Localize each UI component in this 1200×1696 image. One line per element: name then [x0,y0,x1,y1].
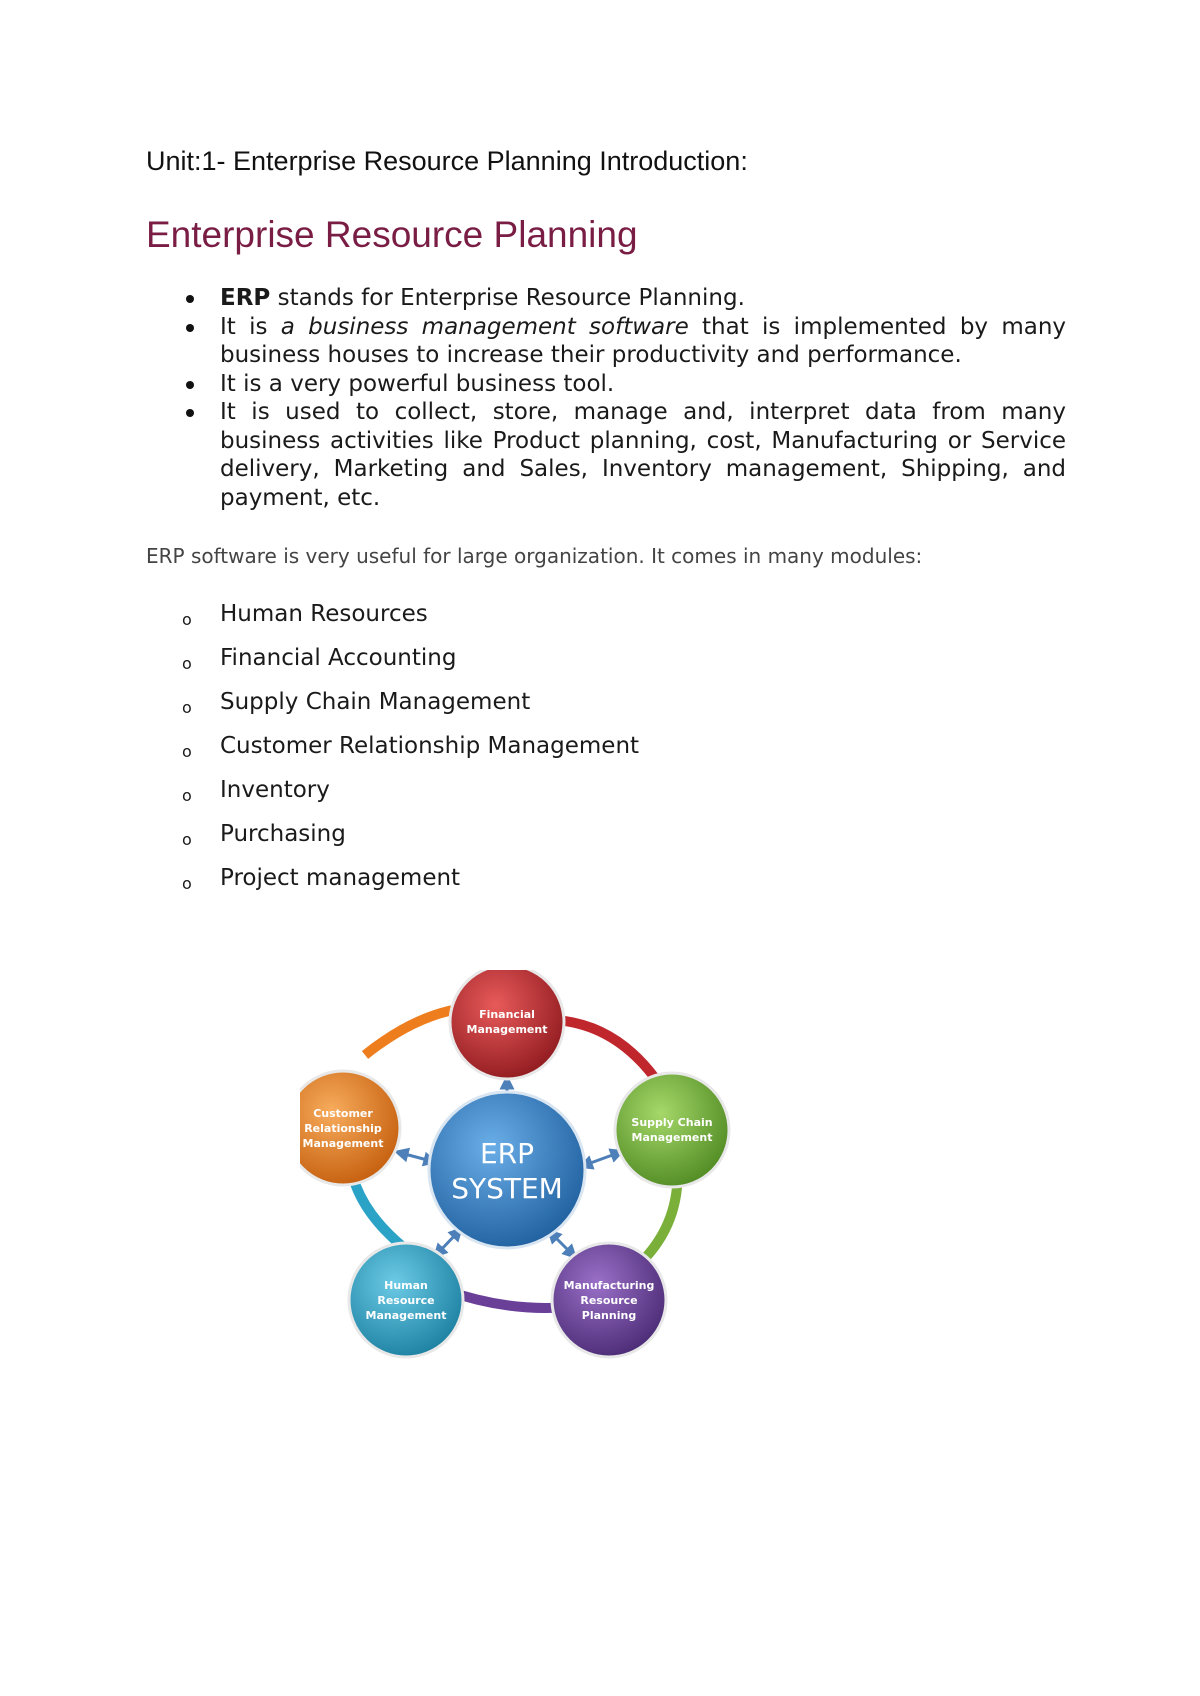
module-label: Human Resources [220,601,428,627]
arrow-icon [438,1232,458,1253]
module-item [146,688,639,732]
manufacturing-resource-planning-node [552,1243,666,1357]
list-item [146,313,1066,370]
erp-term: ERP [220,285,271,311]
list-item-text: It is a very powerful business tool. [220,370,615,397]
modules-list [146,600,639,908]
bullet-icon [186,324,194,332]
circle-bullet-icon: o [182,610,192,629]
circle-bullet-icon: o [182,698,192,717]
bullet-icon [186,295,194,303]
supply-chain-management-node [615,1073,729,1187]
module-item [146,732,639,776]
list-item-text: It is [220,313,281,340]
modules-intro: ERP software is very useful for large organization. It comes in many modules: [146,544,923,568]
module-label: Supply Chain Management [220,689,531,715]
erp-system-node [429,1092,585,1248]
circle-bullet-icon: o [182,742,192,761]
arrow-icon [552,1234,572,1254]
emphasis-text: a business management software [280,313,689,340]
module-label: Purchasing [220,821,346,847]
module-item [146,820,639,864]
unit-title: Unit:1- Enterprise Resource Planning Introduction: [146,146,748,176]
financial-management-node [450,970,564,1079]
list-item [146,398,1066,512]
bullet-icon [186,409,194,417]
module-item [146,864,639,908]
node-label: Management [631,1131,713,1144]
arrow-icon [401,1153,431,1161]
node-label: Management [466,1023,548,1036]
module-item [146,600,639,644]
list-item-text: stands for Enterprise Resource Planning. [270,285,745,311]
circle-bullet-icon: o [182,786,192,805]
node-label: Customer [313,1107,373,1120]
node-label: Financial [479,1008,535,1021]
module-label: Customer Relationship Management [220,733,640,759]
list-item [146,284,1066,313]
arrow-icon [585,1153,618,1165]
module-label: Financial Accounting [220,645,457,671]
list-item-text: that is implemented by many business houses to increase their productivity and performance. [220,313,1067,368]
definition-list [146,284,1066,512]
center-label: SYSTEM [451,1172,563,1205]
node-label: Resource [377,1294,435,1307]
node-label: Management [302,1137,384,1150]
node-label: Management [365,1309,447,1322]
circle-bullet-icon: o [182,830,192,849]
module-item [146,776,639,820]
node-label: Manufacturing [563,1279,655,1292]
bullet-icon [186,381,194,389]
center-label: ERP [479,1137,535,1170]
node-label: Relationship [304,1122,382,1135]
node-label: Planning [581,1309,637,1322]
customer-relationship-management-node [300,1071,400,1185]
module-label: Inventory [220,777,330,803]
circle-bullet-icon: o [182,874,192,893]
list-item-text: It is used to collect, store, manage and, interpret data from many business activities like Product planning, cost, Manufacturing or Service delivery, Marketing and Sales, Inventory management, Shipping, and payment, etc. [220,399,1066,511]
erp-diagram [300,970,820,1430]
node-label: Human [384,1279,428,1292]
module-label: Project management [220,865,461,891]
human-resource-management-node [349,1243,463,1357]
circle-bullet-icon: o [182,654,192,673]
main-heading: Enterprise Resource Planning [146,214,638,255]
node-label: Supply Chain [631,1116,713,1129]
list-item [146,370,1066,399]
module-item [146,644,639,688]
node-label: Resource [580,1294,638,1307]
